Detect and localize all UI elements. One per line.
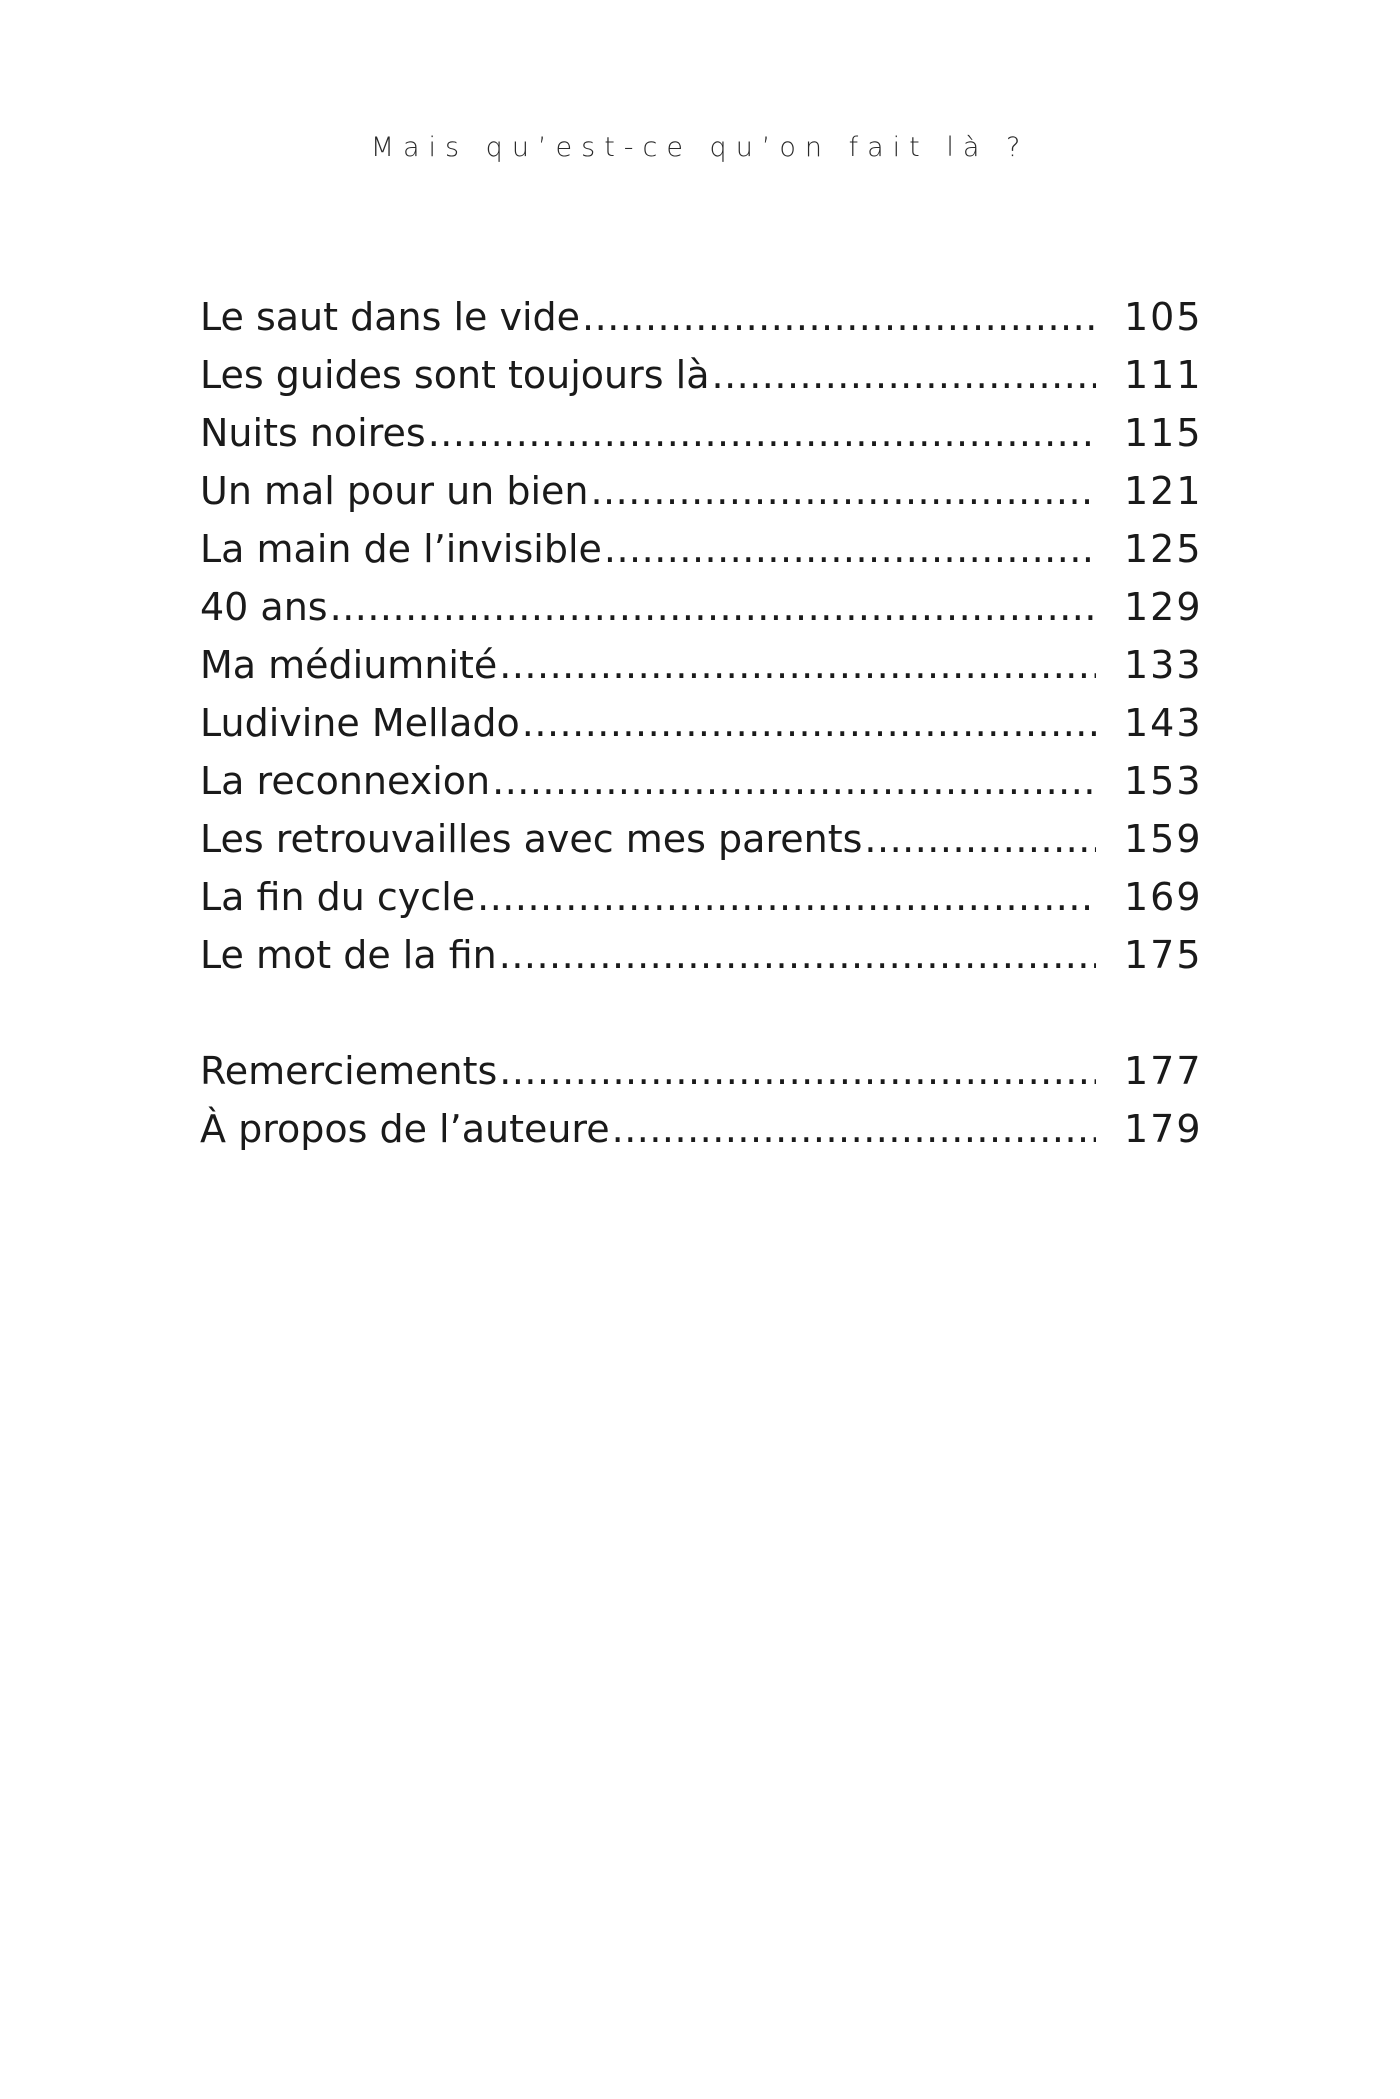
dot-leader [864,810,1096,868]
toc-entry-title: Ma médiumnité [200,643,498,687]
dot-leader [582,288,1096,346]
dot-leader [522,694,1096,752]
toc-entry[interactable] [200,810,1203,868]
table-of-contents [200,288,1203,1158]
toc-entry[interactable] [200,346,1203,404]
toc-entry-page: 143 [1124,701,1203,745]
dot-leader [604,520,1096,578]
dot-leader [499,1042,1096,1100]
toc-entry[interactable] [200,1100,1203,1158]
toc-entry-title: Le mot de la fin [200,933,497,977]
toc-entry-page: 125 [1124,527,1203,571]
toc-entry[interactable] [200,926,1203,984]
toc-entry[interactable] [200,288,1203,346]
toc-group-chapters [200,288,1203,984]
toc-entry[interactable] [200,520,1203,578]
toc-entry-title: La reconnexion [200,759,491,803]
toc-entry-title: Remerciements [200,1049,498,1093]
toc-group-backmatter [200,1042,1203,1158]
toc-entry-page: 159 [1124,817,1203,861]
toc-entry-title: Nuits noires [200,411,426,455]
toc-entry[interactable] [200,404,1203,462]
toc-entry[interactable] [200,868,1203,926]
toc-entry-title: Les guides sont toujours là [200,353,710,397]
toc-entry[interactable] [200,462,1203,520]
toc-entry-title: Le saut dans le vide [200,295,581,339]
dot-leader [499,636,1096,694]
toc-entry[interactable] [200,578,1203,636]
toc-entry-title: Un mal pour un bien [200,469,589,513]
toc-entry-title: À propos de l’auteure [200,1107,610,1151]
toc-entry[interactable] [200,1042,1203,1100]
toc-entry-page: 177 [1124,1049,1203,1093]
toc-entry-title: 40 ans [200,585,328,629]
toc-entry-title: Les retrouvailles avec mes parents [200,817,863,861]
toc-entry-title: Ludivine Mellado [200,701,520,745]
toc-entry-page: 153 [1124,759,1203,803]
toc-entry-page: 179 [1124,1107,1203,1151]
dot-leader [499,926,1096,984]
toc-entry[interactable] [200,752,1203,810]
toc-entry-page: 105 [1124,295,1203,339]
toc-entry-page: 129 [1124,585,1203,629]
dot-leader [711,346,1096,404]
dot-leader [428,404,1096,462]
toc-entry-page: 115 [1124,411,1203,455]
toc-entry[interactable] [200,694,1203,752]
running-title: Mais qu’est-ce qu’on fait là ? [370,132,1030,163]
toc-entry-page: 111 [1124,353,1203,397]
toc-entry-title: La main de l’invisible [200,527,602,571]
dot-leader [612,1100,1096,1158]
dot-leader [477,868,1096,926]
toc-entry-page: 169 [1124,875,1203,919]
dot-leader [590,462,1096,520]
dot-leader [330,578,1096,636]
toc-entry-title: La fin du cycle [200,875,476,919]
toc-entry-page: 133 [1124,643,1203,687]
toc-entry[interactable] [200,636,1203,694]
toc-entry-page: 121 [1124,469,1203,513]
toc-entry-page: 175 [1124,933,1203,977]
dot-leader [492,752,1096,810]
